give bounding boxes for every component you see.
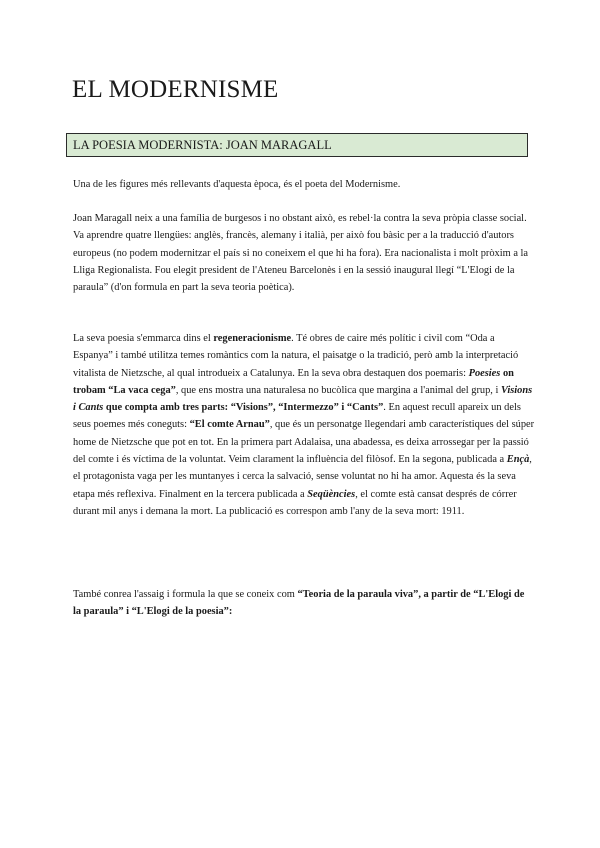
- text-run: , el protagonista vaga per les muntanyes i cerca la salvació, sense voluntat no hi ha amor. Aquesta és la seva etapa més reflexiva. Finalment en la tercera publicada a: [73, 454, 532, 500]
- text-run: , que és un personatge llegendari amb característiques del súper home de Nietzsche que pot en tot. En la primera part Adalaisa, una abadessa, es deixa arrossegar per la passió del comte i és víctima de la voluntat. Veim clarament la influència del filòsof. En la segona, publicada a: [73, 419, 535, 466]
- text-run: . Té obres de caire més polític i civil com “Oda a Espanya” i també utilitza temes romàntics com la natura, el paisatge o la tradició, però amb la interpretació vitalista de Nietzsche, al qual introdueix a Catalunya. En la seva obra destaquen dos poemaris:: [73, 333, 519, 379]
- section-heading: LA POESIA MODERNISTA: JOAN MARAGALL: [66, 133, 528, 157]
- text-run: També conrea l'assaig i formula la que se coneix com: [73, 589, 298, 600]
- text-run: La seva poesia s'emmarca dins el: [73, 333, 214, 344]
- biography-paragraph: Joan Maragall neix a una família de burgesos i no obstant això, es rebel·la contra la seva pròpia classe social. Va aprendre quatre llengües: anglès, francès, alemany i italià, per això fou bàsic per a la traducció d'autors europeus (no podem modernitzar el país si no coneixem el que hi ha fora). Era nacionalista i molt pròxim a la Lliga Regionalista. Fou elegit president de l'Ateneu Barcelonès i en la sessió inaugural llegí “L'Elogi de la paraula” (d'on formula en part la seva teoria poètica).: [73, 213, 529, 294]
- bold-term: “El comte Arnau”: [189, 419, 270, 431]
- work-title: Poesies: [468, 367, 501, 379]
- text-run: , el comte està cansat després de córrer durant mil anys i demana la mort. La publicació es correspon amb l'any de la seva mort: 1911.: [73, 488, 517, 517]
- work-title: Visions i Cants: [73, 384, 533, 414]
- poetry-paragraph: [73, 330, 535, 520]
- essay-paragraph: [73, 586, 535, 621]
- text-run: , que ens mostra una naturalesa no bucòlica que margina a l'animal del grup, i: [175, 384, 501, 396]
- intro-paragraph: Una de les figures més rellevants d'aquesta època, és el poeta del Modernisme.: [73, 179, 401, 190]
- bold-term: que compta amb tres parts: “Visions”, “Intermezzo” i “Cants”: [103, 402, 384, 414]
- bold-term: on trobam “La vaca cega”: [73, 367, 514, 396]
- document-title: EL MODERNISME: [72, 76, 279, 103]
- work-title: Seqüències: [307, 488, 356, 500]
- work-title: Ençà: [506, 454, 530, 466]
- bold-term: regeneracionisme: [213, 333, 292, 344]
- bold-term: “Teoria de la paraula viva”, a partir de “L'Elogi de la paraula” i “L'Elogi de la poesia”:: [73, 589, 525, 618]
- text-run: . En aquest recull apareix un dels seus poemes més coneguts:: [73, 402, 521, 431]
